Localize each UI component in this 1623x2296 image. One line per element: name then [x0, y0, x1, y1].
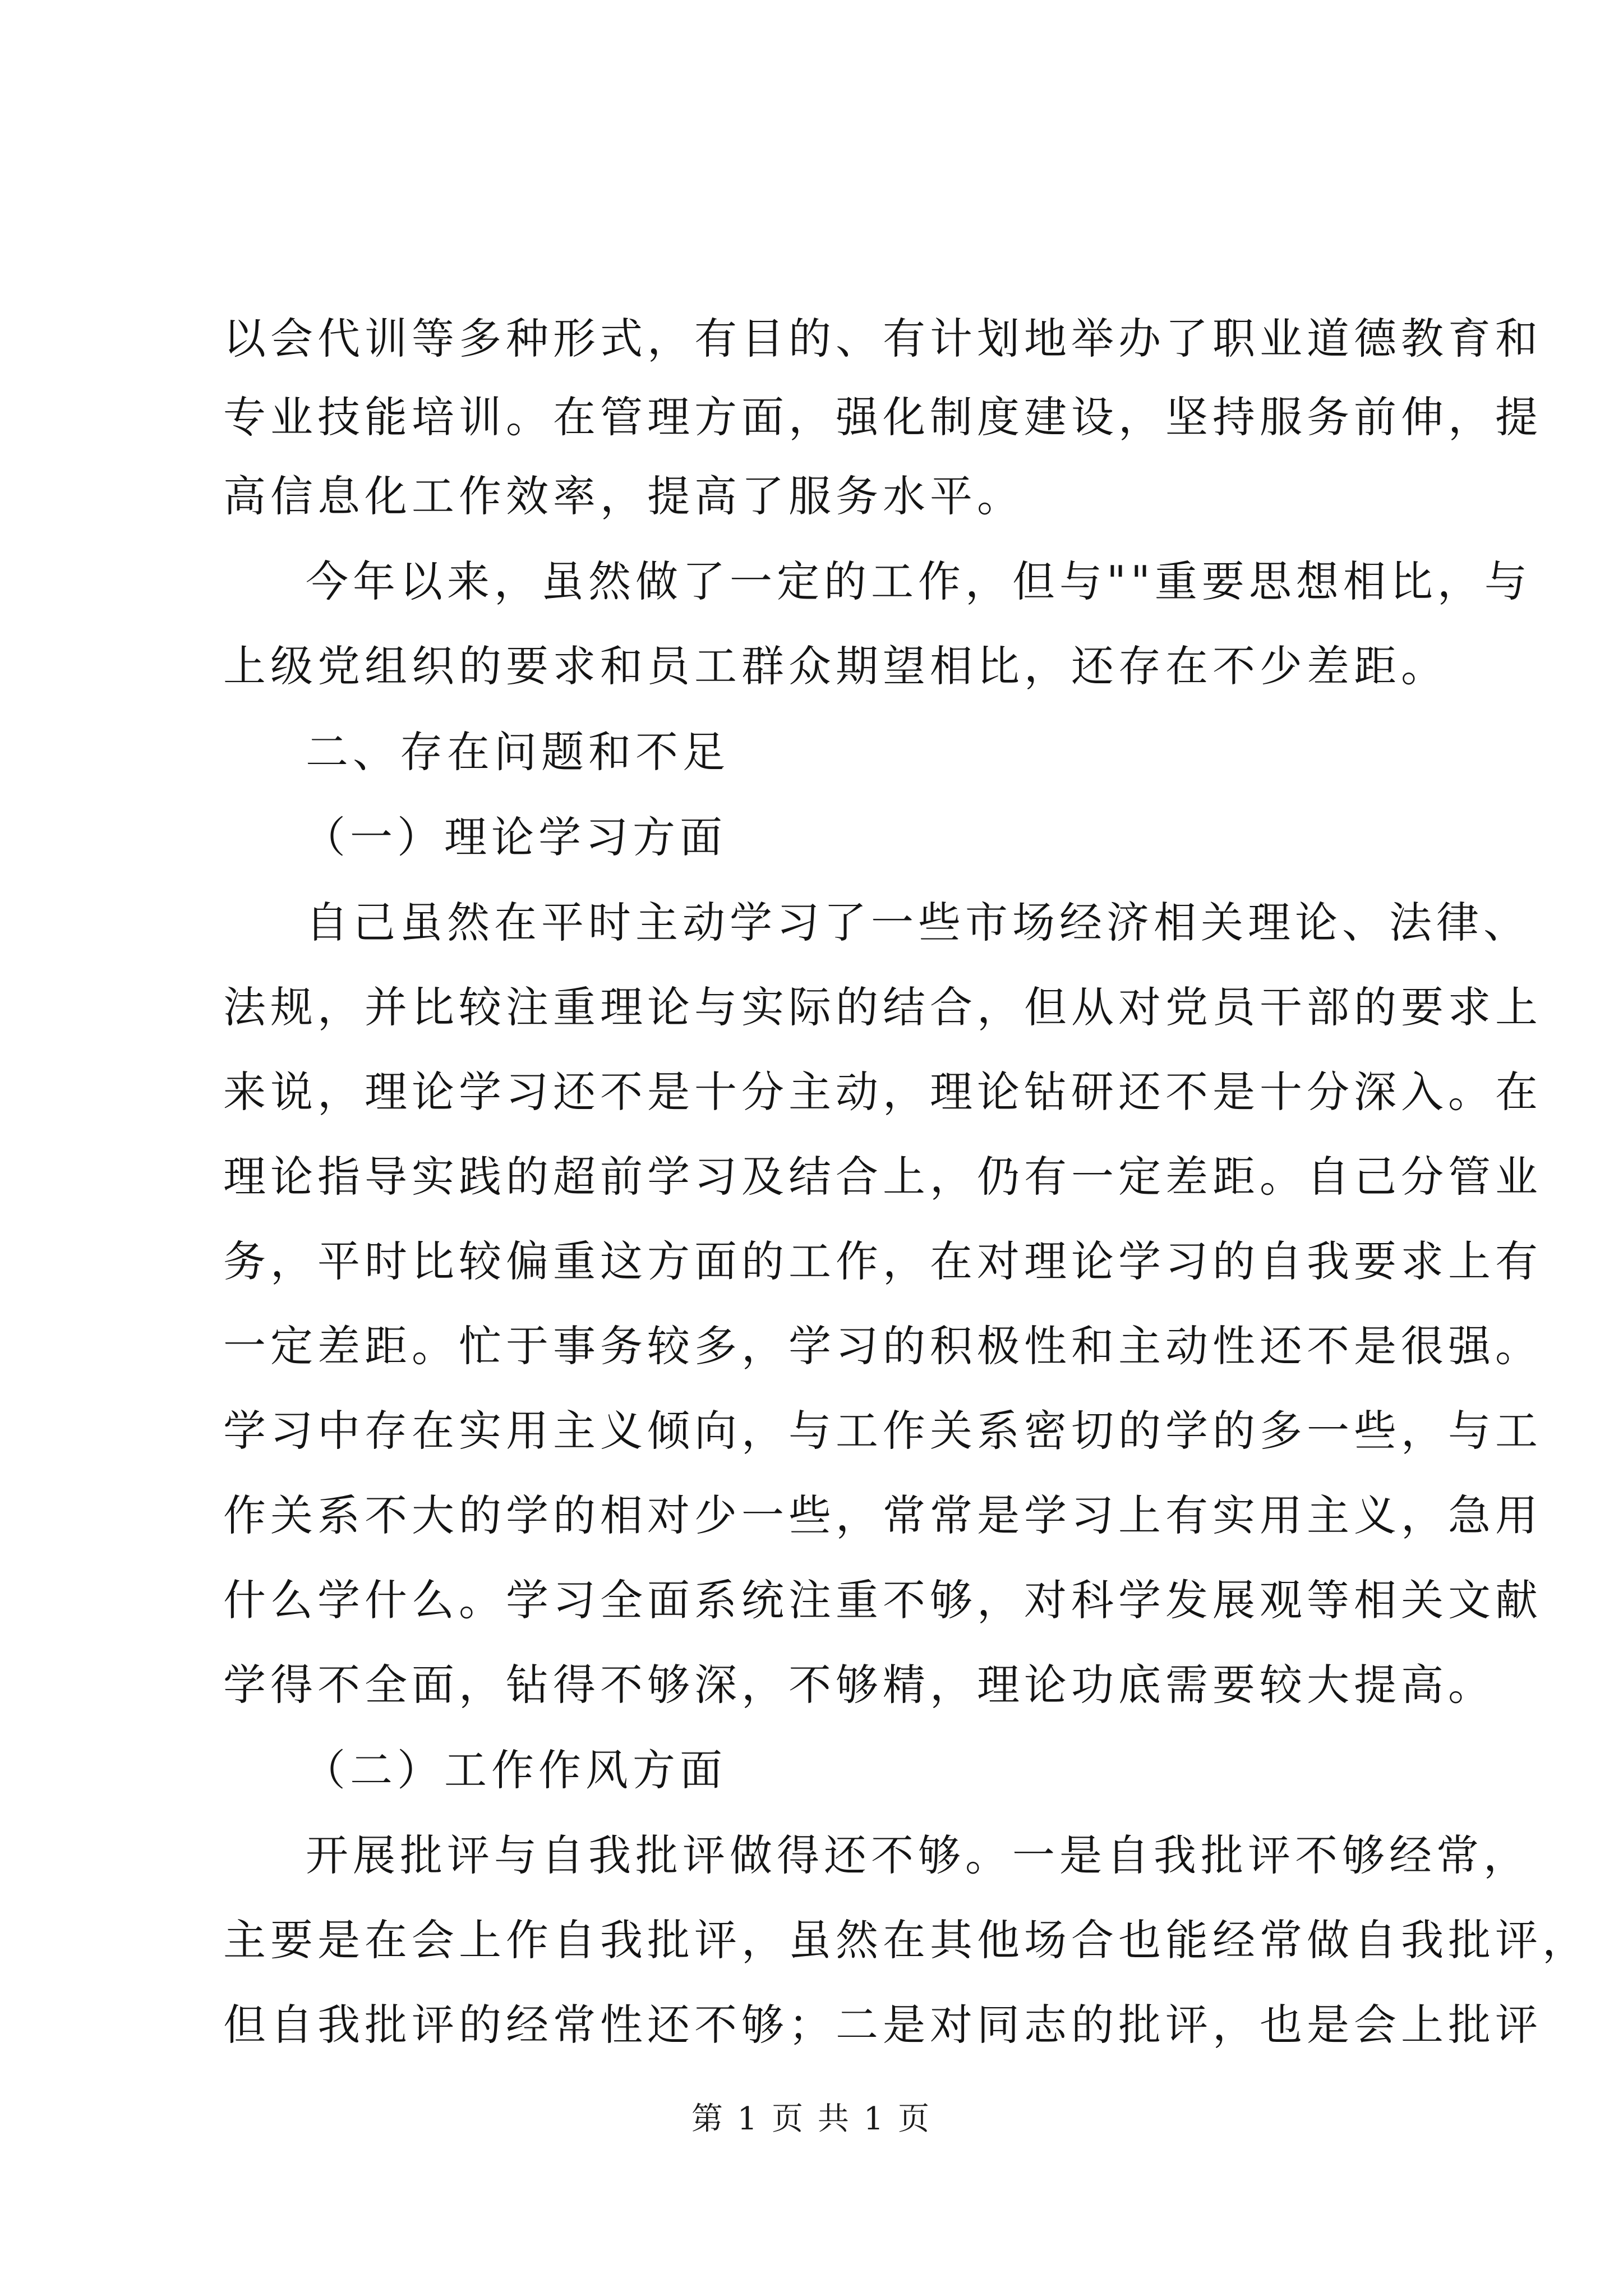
body-line: 以会代训等多种形式，有目的、有计划地举办了职业道德教育和: [223, 314, 1542, 364]
section-heading: 二、存在问题和不足: [306, 727, 730, 777]
body-line: 高信息化工作效率，提高了服务水平。: [223, 471, 1024, 521]
body-line: 专业技能培训。在管理方面，强化制度建设，坚持服务前伸，提: [223, 392, 1542, 442]
body-line: 务，平时比较偏重这方面的工作，在对理论学习的自我要求上有: [223, 1236, 1542, 1286]
paragraph-first-line: 开展批评与自我批评做得还不够。一是自我批评不够经常，: [306, 1830, 1530, 1880]
body-line: 法规，并比较注重理论与实际的结合，但从对党员干部的要求上: [223, 982, 1542, 1032]
page-number-footer: 第 1 页 共 1 页: [691, 2101, 932, 2137]
body-line: 上级党组织的要求和员工群众期望相比，还存在不少差距。: [223, 641, 1448, 691]
body-line: 但自我批评的经常性还不够；二是对同志的批评，也是会上批评: [223, 2000, 1542, 2050]
body-line: 来说，理论学习还不是十分主动，理论钻研还不是十分深入。在: [223, 1067, 1542, 1117]
body-line: 理论指导实践的超前学习及结合上，仍有一定差距。自己分管业: [223, 1152, 1542, 1202]
body-line: 一定差距。忙于事务较多，学习的积极性和主动性还不是很强。: [223, 1321, 1542, 1371]
subsection-heading: （一）理论学习方面: [303, 812, 727, 862]
body-line: 作关系不大的学的相对少一些，常常是学习上有实用主义，急用: [223, 1490, 1542, 1540]
body-line: 什么学什么。学习全面系统注重不够，对科学发展观等相关文献: [223, 1575, 1542, 1625]
body-line: 学习中存在实用主义倾向，与工作关系密切的学的多一些，与工: [223, 1406, 1542, 1456]
subsection-heading: （二）工作作风方面: [303, 1745, 727, 1795]
body-line: 主要是在会上作自我批评，虽然在其他场合也能经常做自我批评，: [223, 1915, 1589, 1965]
paragraph-first-line: 自己虽然在平时主动学习了一些市场经济相关理论、法律、: [306, 898, 1530, 947]
body-line: 学得不全面，钻得不够深，不够精，理论功底需要较大提高。: [223, 1660, 1495, 1710]
paragraph-first-line: 今年以来，虽然做了一定的工作，但与""重要思想相比，与: [306, 556, 1532, 606]
